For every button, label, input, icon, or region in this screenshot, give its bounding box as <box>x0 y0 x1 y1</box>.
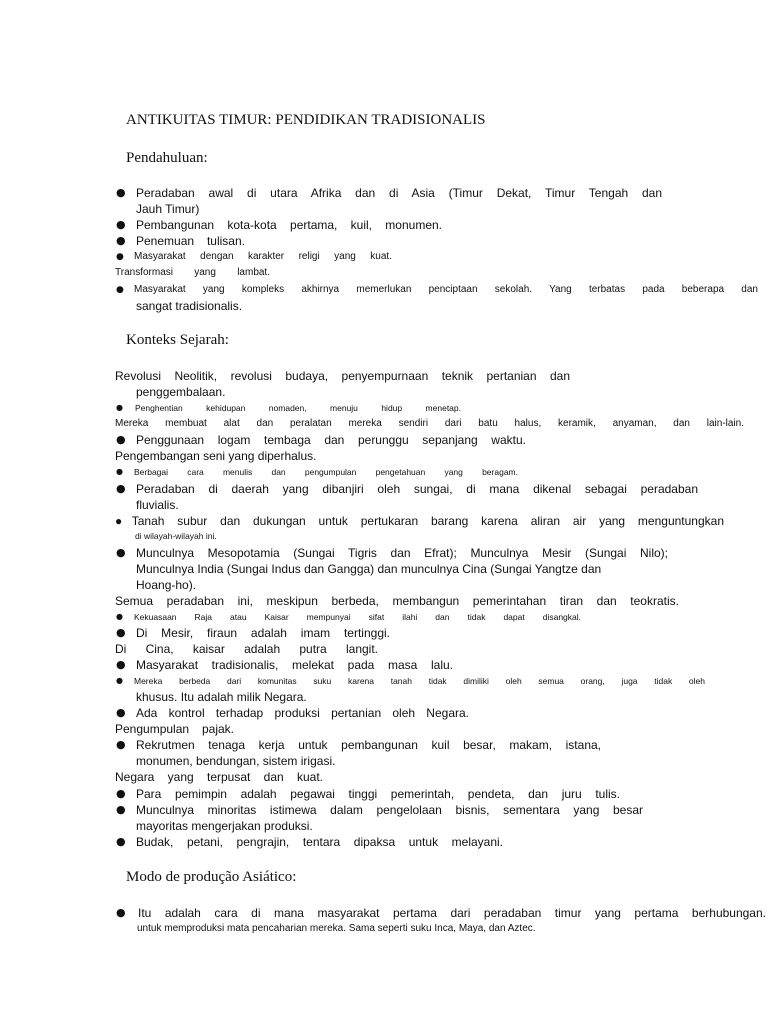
bullet-icon: ● <box>116 403 123 412</box>
bullet-icon: ● <box>116 658 126 671</box>
text-line: di wilayah-wilayah ini. <box>135 531 217 541</box>
text-line: Pembangunan kota-kota pertama, kuil, monumen. <box>136 218 442 232</box>
text-line: Mereka berbeda dari komunitas suku karena tanah tidak dimiliki oleh semua orang, juga tidak oleh <box>134 676 705 686</box>
bullet-icon: ● <box>116 626 126 639</box>
text-line: Peradaban awal di utara Afrika dan di Asia (Timur Dekat, Timur Tengah dan <box>136 186 662 200</box>
text-line: ●Tanah subur dan dukungan untuk pertukaran barang karena aliran air yang menguntungkan <box>115 514 724 528</box>
bullet-icon: ● <box>116 186 126 199</box>
text-line: monumen, bendungan, sistem irigasi. <box>136 754 336 768</box>
text-line: Para pemimpin adalah pegawai tinggi pemerintah, pendeta, dan juru tulis. <box>136 787 620 801</box>
text-line: Semua peradaban ini, meskipun berbeda, membangun pemerintahan tiran dan teokratis. <box>115 594 679 608</box>
bullet-icon: ● <box>116 234 126 247</box>
text-line: Rekrutmen tenaga kerja untuk pembangunan kuil besar, makam, istana, <box>136 738 601 752</box>
bullet-icon: ● <box>116 803 126 816</box>
bullet-icon: ● <box>116 433 126 446</box>
text-line: Munculnya India (Sungai Indus dan Gangga) dan munculnya Cina (Sungai Yangtze dan <box>136 562 602 576</box>
text-line: Di Cina, kaisar adalah putra langit. <box>115 642 378 656</box>
text-line: Penemuan tulisan. <box>136 234 245 248</box>
text-line: Masyarakat dengan karakter religi yang kuat. <box>134 251 392 262</box>
text-line: Itu adalah cara di mana masyarakat pertama dari peradaban timur yang pertama berhubungan. <box>138 906 766 920</box>
text-line: fluvialis. <box>136 498 179 512</box>
bullet-icon: ● <box>116 906 126 919</box>
text-line: untuk memproduksi mata pencaharian mereka. Sama seperti suku Inca, Maya, dan Aztec. <box>137 923 536 934</box>
page-title: ANTIKUITAS TIMUR: PENDIDIKAN TRADISIONALIS <box>126 112 486 128</box>
bullet-icon: ● <box>116 467 123 476</box>
bullet-icon: ● <box>116 482 126 495</box>
section-heading-intro: Pendahuluan: <box>126 150 208 166</box>
bullet-icon: ● <box>116 787 126 800</box>
text-line: Penggunaan logam tembaga dan perunggu sepanjang waktu. <box>136 433 526 447</box>
bullet-icon: ● <box>116 218 126 231</box>
text-line: khusus. Itu adalah milik Negara. <box>136 690 307 704</box>
text-line: Berbagai cara menulis dan pengumpulan pengetahuan yang beragam. <box>134 467 518 477</box>
text-line: Ada kontrol terhadap produksi pertanian oleh Negara. <box>136 706 469 720</box>
bullet-icon: ● <box>116 676 123 685</box>
text-line: Transformasi yang lambat. <box>115 267 270 278</box>
text-line: Hoang-ho). <box>136 578 197 592</box>
text-line: Jauh Timur) <box>136 202 200 216</box>
text-line: penggembalaan. <box>136 385 226 399</box>
text-line: Peradaban di daerah yang dibanjiri oleh sungai, di mana dikenal sebagai peradaban <box>136 482 698 496</box>
text-line: Munculnya Mesopotamia (Sungai Tigris dan Efrat); Munculnya Mesir (Sungai Nilo); <box>136 546 668 560</box>
bullet-icon: ● <box>116 706 126 719</box>
text-line: Mereka membuat alat dan peralatan mereka sendiri dari batu halus, keramik, anyaman, dan lain-lain. <box>115 418 744 429</box>
bullet-icon: ● <box>116 738 126 751</box>
bullet-icon: ● <box>116 835 126 848</box>
text-line: Negara yang terpusat dan kuat. <box>115 770 323 784</box>
bullet-icon: ● <box>116 612 123 621</box>
text-line: Masyarakat yang kompleks akhirnya memerlukan penciptaan sekolah. Yang terbatas pada beberapa dan <box>134 284 758 295</box>
text-line: Pengumpulan pajak. <box>115 722 234 736</box>
text-line: mayoritas mengerjakan produksi. <box>136 819 313 833</box>
text-line: sangat tradisionalis. <box>136 299 243 313</box>
text-line: Budak, petani, pengrajin, tentara dipaksa untuk melayani. <box>136 835 503 849</box>
text-line: Revolusi Neolitik, revolusi budaya, penyempurnaan teknik pertanian dan <box>115 369 570 383</box>
bullet-icon: ● <box>116 546 126 559</box>
section-heading-mode: Modo de produção Asiático: <box>126 869 297 885</box>
text-line: Masyarakat tradisionalis, melekat pada masa lalu. <box>136 658 453 672</box>
text-line: Pengembangan seni yang diperhalus. <box>115 449 317 463</box>
text-line: Di Mesir, firaun adalah imam tertinggi. <box>136 626 390 640</box>
bullet-icon: ● <box>116 252 124 262</box>
text-line: Penghentian kehidupan nomaden, menuju hidup menetap. <box>135 403 461 413</box>
text-line: Munculnya minoritas istimewa dalam pengelolaan bisnis, sementara yang besar <box>136 803 643 817</box>
section-heading-context: Konteks Sejarah: <box>126 332 229 348</box>
text-line: Kekuasaan Raja atau Kaisar mempunyai sifat ilahi dan tidak dapat disangkal. <box>134 612 581 622</box>
bullet-icon: ● <box>116 285 124 295</box>
